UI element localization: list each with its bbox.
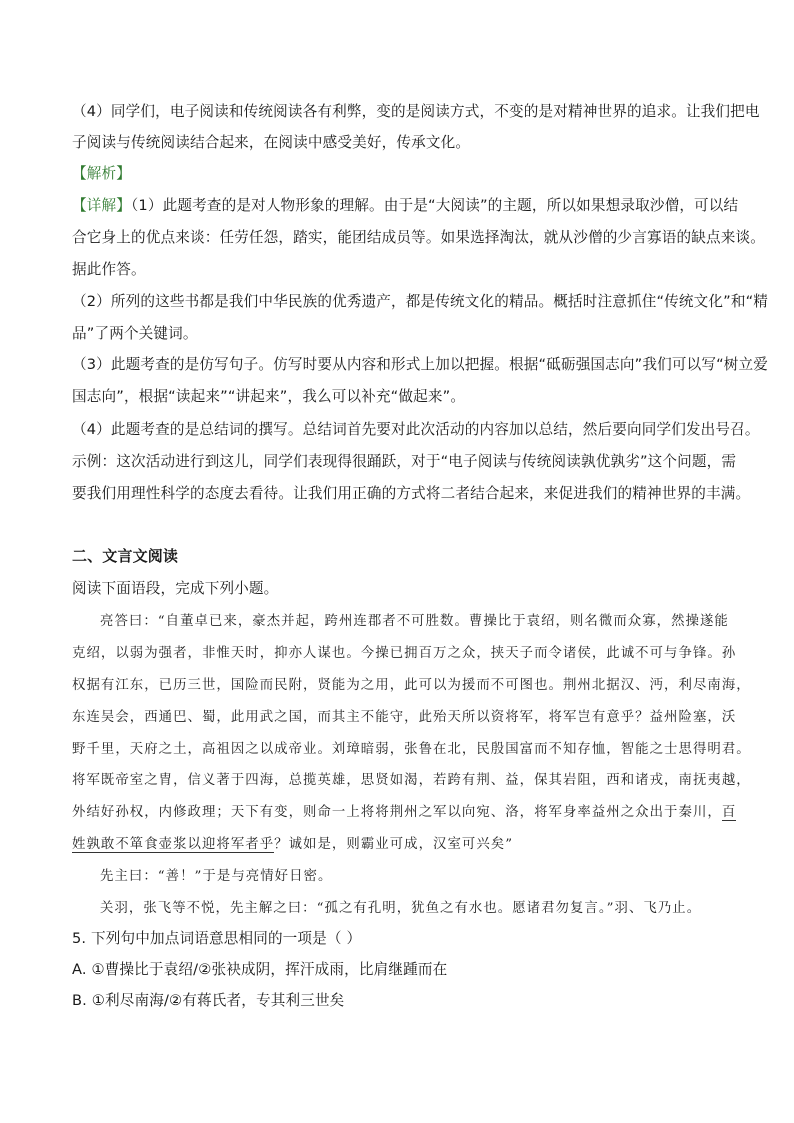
classical-line-6: 将军既帝室之胄，信义著于四海，总揽英雄，思贤如渴，若跨有荆、益，保其岩阻，西和诸戎，南抚夷越， xyxy=(72,773,751,788)
detail-p2-line1: （2）所列的这些书都是我们中华民族的优秀遗产，都是传统文化的精品。概括时注意抓住“传统文化”和“精 xyxy=(72,293,769,310)
classical-line-9: 先主曰：“善！”于是与亮情好日密。 xyxy=(100,869,333,884)
detail-p1-line2: 合它身上的优点来谈：任劳任怨，踏实，能团结成员等。如果选择淘汰，就从沙僧的少言寡语的缺点来谈。 xyxy=(72,229,765,246)
classical-line-10: 关羽，张飞等不悦，先主解之曰：“孤之有孔明，犹鱼之有水也。愿诸君勿复言。”羽、飞乃止。 xyxy=(100,901,702,916)
question5-option-b[interactable]: B. ①利尽南海/②有蒋氏者，专其利三世矣 xyxy=(72,992,345,1009)
section-title: 二、文言文阅读 xyxy=(72,547,179,565)
classical-line-7 xyxy=(72,803,736,823)
answer4-line1: （4）同学们，电子阅读和传统阅读各有利弊，变的是阅读方式，不变的是对精神世界的追求。让我们把电 xyxy=(72,103,760,120)
analysis-tag: 【解析】 xyxy=(72,165,131,182)
classical-line-1: 亮答曰：“自董卓已来，豪杰并起，跨州连郡者不可胜数。曹操比于袁绍，则名微而众寡，然操遂能 xyxy=(100,614,729,629)
question5-stem xyxy=(72,929,361,949)
detail-p4-line1: （4）此题考查的是总结词的撰写。总结词首先要对此次活动的内容加以总结，然后要向同学们发出号召。 xyxy=(72,421,760,438)
detail-p4-line2: 示例：这次活动进行到这儿，同学们表现得很踊跃，对于“电子阅读与传统阅读孰优孰劣”这个问题，需 xyxy=(72,453,737,470)
classical-line-8 xyxy=(72,835,513,855)
classical-line-3: 权据有江东，已历三世，国险而民附，贤能为之用，此可以为援而不可图也。荆州北据汉、沔，利尽南海， xyxy=(72,678,751,693)
underlined-text-start: 百 xyxy=(721,805,737,820)
detail-p1-line3: 据此作答。 xyxy=(72,261,146,278)
detail-tag: 【详解】 xyxy=(72,197,131,214)
classical-line-7-text: 外结好孙权，内修政理；天下有变，则命一上将将荆州之军以向宛、洛，将军身率益州之众出于秦川， xyxy=(72,805,722,820)
detail-p4-line3: 要我们用理性科学的态度去看待。让我们用正确的方式将二者结合起来，来促进我们的精神世界的丰满。 xyxy=(72,485,751,502)
section-instruction: 阅读下面语段，完成下列小题。 xyxy=(72,580,279,597)
detail-p2-line2: 品”了两个关键词。 xyxy=(72,325,198,342)
classical-line-5: 野千里，天府之土，高祖因之以成帝业。刘璋暗弱，张鲁在北，民殷国富而不知存恤，智能之士思得明君。 xyxy=(72,742,751,757)
classical-line-4: 东连吴会，西通巴、蜀，此用武之国，而其主不能守，此殆天所以资将军，将军岂有意乎？益州险塞，沃 xyxy=(72,710,737,725)
detail-p3-line1: （3）此题考查的是仿写句子。仿写时要从内容和形式上加以把握。根据“砥砺强国志向”我们可以写“树立爱 xyxy=(72,356,769,373)
classical-line-2: 克绍，以弱为强者，非惟天时，抑亦人谋也。今操已拥百万之众，挟天子而令诸侯，此诚不可与争锋。孙 xyxy=(72,646,737,661)
classical-line-8-text: ？诚如是，则霸业可成，汉室可兴矣” xyxy=(274,837,514,852)
question5-stem-text: 5. 下列句中加点词语意思相同的一项是（ ） xyxy=(72,930,362,947)
answer4-line2: 子阅读与传统阅读结合起来，在阅读中感受美好，传承文化。 xyxy=(72,134,471,151)
question5-option-a[interactable]: A. ①曹操比于袁绍/②张袂成阴，挥汗成雨，比肩继踵而在 xyxy=(72,961,448,978)
detail-p3-line2: 国志向”，根据“读起来”“讲起来”，我么可以补充“做起来”。 xyxy=(72,388,466,405)
underlined-text-end: 姓孰敢不箪食壶浆以迎将军者乎 xyxy=(72,837,275,852)
detail-p1-line1-text: （1）此题考查的是对人物形象的理解。由于是“大阅读”的主题，所以如果想录取沙僧，可以结 xyxy=(130,197,739,214)
detail-p1-line1 xyxy=(72,196,738,216)
